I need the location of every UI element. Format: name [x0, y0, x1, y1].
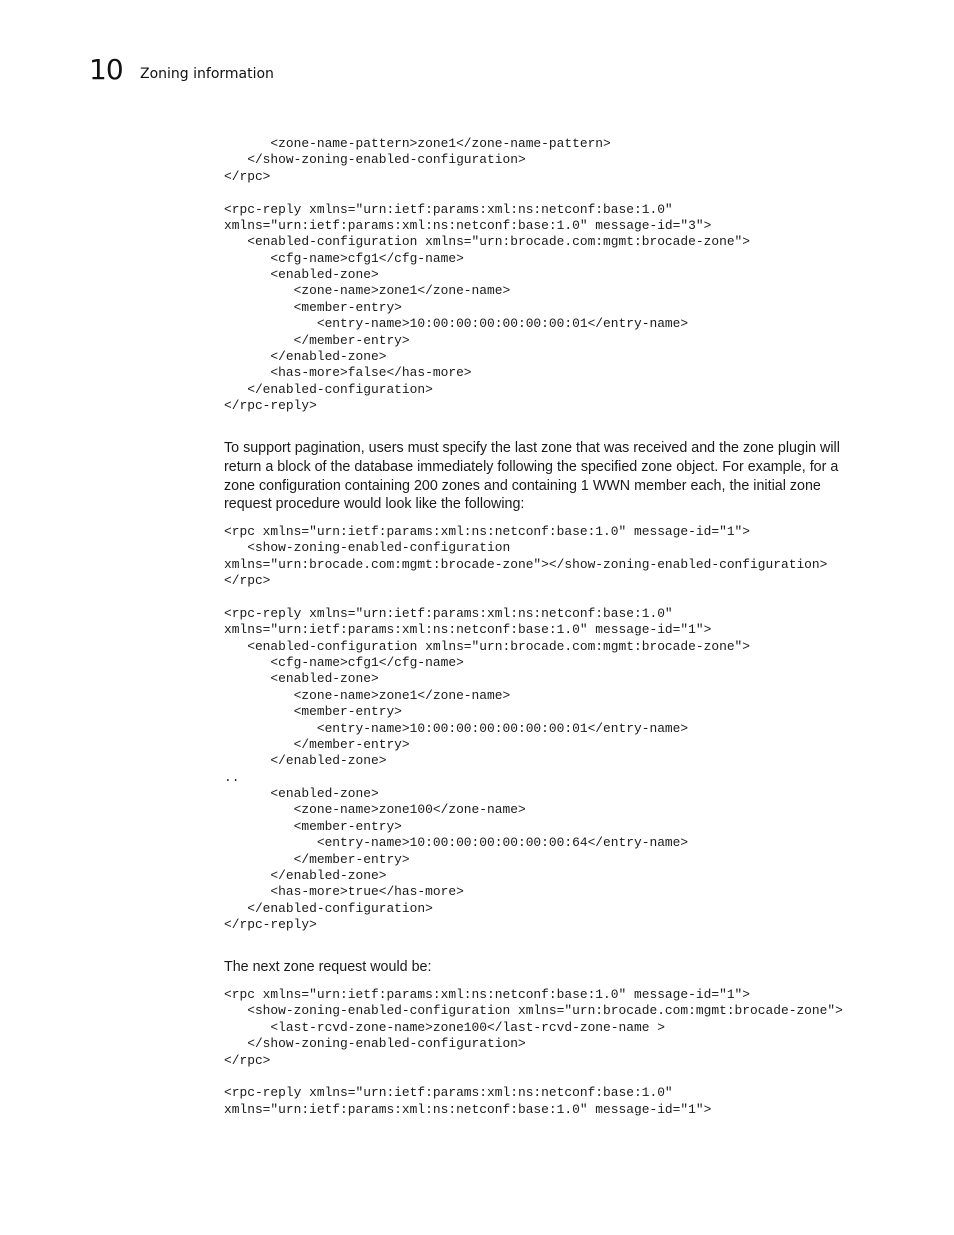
paragraph-line: To support pagination, users must specify the last zone that was received and the zone plugin will [224, 440, 840, 456]
code-block-rpc-reply-zone1: <zone-name-pattern>zone1</zone-name-pattern> </show-zoning-enabled-configuration> </rpc> <rpc-reply xmlns="urn:ietf:params:xml:ns:netconf:base:1.0" xmlns="urn:ietf:params:xml:ns:netconf:base:1.0" message-id="3"> <enabled-configuration xmlns="urn:brocade.com:mgmt:brocade-zone"> <cfg-name>cfg1</cfg-name> <enabled-zone> <zone-name>zone1</zone-name> <member-entry> <entry-name>10:00:00:00:00:00:00:01</entry-name> </member-entry> </enabled-zone> <has-more>false</has-more> </enabled-configuration> </rpc-reply> [224, 136, 751, 413]
code-block-initial-request: <rpc xmlns="urn:ietf:params:xml:ns:netconf:base:1.0" message-id="1"> <show-zoning-enabled-configuration xmlns="urn:brocade.com:mgmt:brocade-zone"></show-zoning-enabled-configuration> </rpc> <rpc-reply xmlns="urn:ietf:params:xml:ns:netconf:base:1.0" xmlns="urn:ietf:params:xml:ns:netconf:base:1.0" message-id="1"> <enabled-configuration xmlns="urn:brocade.com:mgmt:brocade-zone"> <cfg-name>cfg1</cfg-name> <enabled-zone> <zone-name>zone1</zone-name> <member-entry> <entry-name>10:00:00:00:00:00:00:01</entry-name> </member-entry> </enabled-zone> .. <enabled-zone> <zone-name>zone100</zone-name> <member-entry> <entry-name>10:00:00:00:00:00:00:64</entry-name> </member-entry> </enabled-zone> <has-more>true</has-more> </enabled-configuration> </rpc-reply> [224, 524, 828, 932]
code-block-next-request: <rpc xmlns="urn:ietf:params:xml:ns:netconf:base:1.0" message-id="1"> <show-zoning-enabled-configuration xmlns="urn:brocade.com:mgmt:brocade-zone"> <last-rcvd-zone-name>zone100</last-rcvd-zone-name > </show-zoning-enabled-configuration> </rpc> <rpc-reply xmlns="urn:ietf:params:xml:ns:netconf:base:1.0" xmlns="urn:ietf:params:xml:ns:netconf:base:1.0" message-id="1"> [224, 987, 843, 1117]
paragraph-line: request procedure would look like the following: [224, 496, 525, 513]
chapter-number: 10 [89, 53, 123, 86]
paragraph-line: The next zone request would be: [224, 959, 432, 975]
paragraph-line: return a block of the database immediately following the specified zone object. For example, for a [224, 458, 839, 475]
paragraph-line: zone configuration containing 200 zones and containing 1 WWN member each, the initial zone [224, 477, 821, 494]
next-request-paragraph [224, 958, 869, 977]
chapter-title: Zoning information [140, 66, 274, 82]
pagination-paragraph [224, 439, 869, 514]
